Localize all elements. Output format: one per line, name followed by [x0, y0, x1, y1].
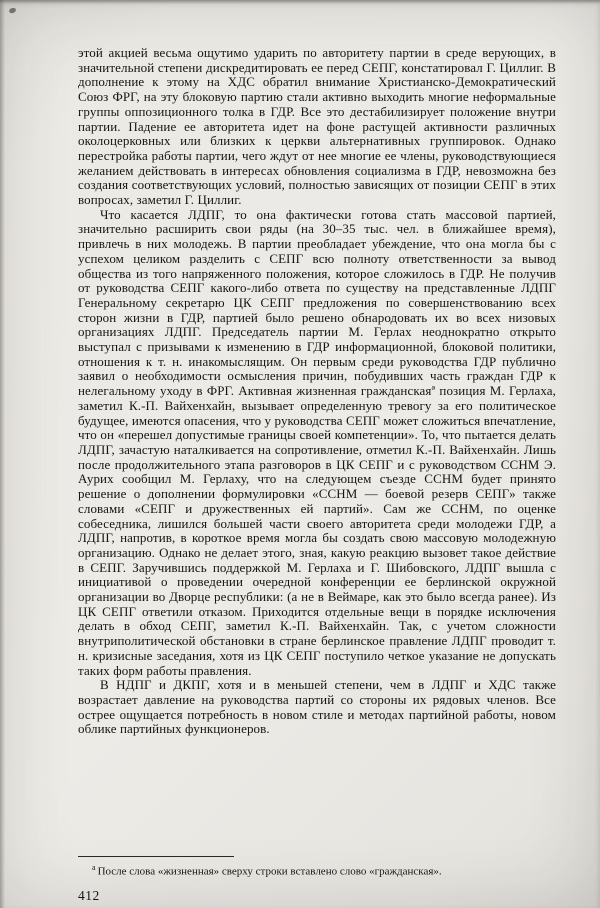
paragraph: этой акцией весьма ощутимо ударить по авторитету партии в среде верующих, в значительной степени дискредитировать ее перед СЕПГ, констатировал Г. Циллиг. В дополнение к этому на ХДС обратил внимание Христианско-Демократический Союз ФРГ, на эту блоковую партию стали активно выходить многие неформальные группы оппозиционного толка в ГДР. Все это дестабилизирует положение внутри партии. Падение ее авторитета идет на фоне растущей активности различных околоцерковных или близких к церкви альтернативных группировок. Однако перестройка работы партии, чего ждут от нее многие ее члены, руководствующиеся желанием действовать в интересах обновления социализма в ГДР, невозможна без создания соответствующих условий, полностью зависящих от позиции СЕПГ в этих вопросах, заметил Г. Циллиг. [78, 46, 556, 208]
scan-edge-shadow-left [0, 0, 5, 908]
paragraph: В НДПГ и ДКПГ, хотя и в меньшей степени, чем в ЛДПГ и ХДС также возрастает давление на руководства партий со стороны их рядовых членов. Все острее ощущается потребность в новом стиле и методах партийной работы, новом облике партийных функционеров. [78, 677, 556, 737]
page-number: 412 [78, 888, 100, 903]
footnote-block [78, 856, 556, 879]
main-text-block [78, 46, 556, 846]
footnote-separator-rule [78, 856, 234, 857]
footnote-content: После слова «жизненная» сверху строки вставлено слово «гражданская». [97, 865, 442, 878]
footnote-text [78, 861, 556, 879]
scan-edge-shadow-top [0, 0, 600, 4]
paragraph: Что касается ЛДПГ, то она фактически готова стать массовой партией, значительно расширить свои ряды (на 30–35 тыс. чел. в ближайшее время), привлечь в них молодежь. В партии преобладает убеждение, что она могла бы с успехом целиком разделить с СЕПГ всю полноту ответственности за вывод общества из того напряженного положения, которое сложилось в ГДР. Не получив от руководства СЕПГ какого-либо ответа по существу на представленные ЛДПГ Генеральному секретарю ЦК СЕПГ предложения по совершенствованию всех сторон жизни в ГДР, партией было решено обнародовать их во всех низовых организациях ЛДПГ. Председатель партии М. Герлах неоднократно открыто выступал с призывами к изменению в ГДР информационной, блоковой политики, отношения к т. н. инакомыслящим. Он первым среди руководства ГДР публично заявил о необходимости осмысления причин, побудивших часть граждан ГДР к нелегальному уходу в ФРГ. Активная жизненная гражданскаяª позиция М. Герлаха, заметил К.-П. Вайхенхайн, вызывает определенную тревогу за его политическое будущее, имеются опасения, что у руководства СЕПГ может сложиться впечатление, что он «перешел допустимые границы своей компетенции». То, что пытается делать ЛДПГ, зачастую наталкивается на сопротивление, отметил К.-П. Вайхенхайн. Лишь после продолжительного этапа разговоров в ЦК СЕПГ и с руководством ССНМ Э. Аурих сообщил М. Герлаху, что на следующем съезде ССНМ будет принято решение о дополнении формулировки «ССНМ — боевой резерв СЕПГ» также словами «СЕПГ и дружественных ей партий». Сам же ССНМ, по оценке собеседника, лишился большей части своего авторитета среди молодежи ГДР, а ЛДПГ, напротив, в короткое время могла бы создать свою массовую молодежную организацию. Однако не делает этого, зная, какую реакцию вызовет такое действие в СЕПГ. Заручившись поддержкой М. Герлаха и Г. Шибовского, ЛДПГ вышла с инициативой о проведении очередной конференции ее берлинской окружной организации во Дворце республики: (а не в Веймаре, как это было всегда ранее). Из ЦК СЕПГ ответили отказом. Приходится отдельные вещи в порядке исключения делать в обход СЕПГ, заметил К.-П. Вайхенхайн. Так, с учетом сложности внутриполитической обстановки в стране берлинское правление ЛДПГ проводит т. н. кризисные заседания, хотя из ЦК СЕПГ поступило четкое указание не допускать таких форм работы правления. [78, 206, 556, 678]
scan-artifact-speck [8, 7, 16, 14]
footnote-marker: а [92, 863, 96, 872]
